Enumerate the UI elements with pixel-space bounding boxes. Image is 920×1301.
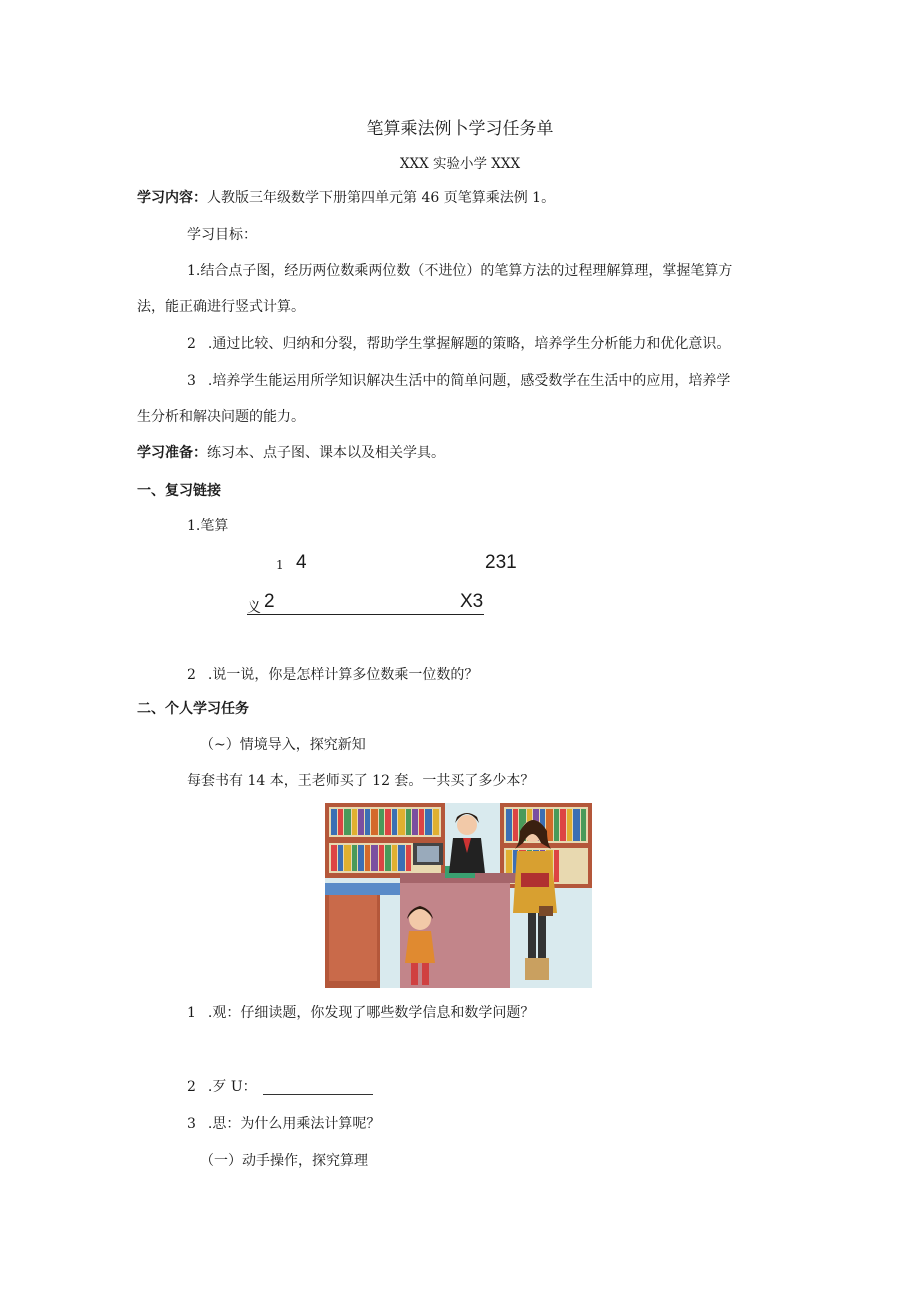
page-title: 笔算乘法例卜学习任务单 bbox=[366, 119, 554, 139]
review-item-2-number: 2 bbox=[187, 667, 196, 683]
question-3-number: 3 bbox=[187, 1116, 196, 1132]
goal-3 bbox=[187, 371, 730, 391]
calc-a-bottom: 2 bbox=[264, 591, 275, 612]
review-item-1: 1.笔算 bbox=[187, 518, 229, 534]
section-1-heading: 一、复习链接 bbox=[137, 483, 221, 499]
goal-1-line-2: 法，能正确进行竖式计算。 bbox=[137, 299, 305, 315]
prep-text: 练习本、点子图、课本以及相关学具。 bbox=[207, 445, 445, 461]
question-2-text: .歹 U： bbox=[207, 1079, 257, 1095]
calc-b-top: 231 bbox=[485, 552, 517, 573]
calc-a-top-small: 1 bbox=[276, 558, 284, 572]
subsection-2: （一）动手操作，探究算理 bbox=[200, 1153, 368, 1169]
goal-2 bbox=[187, 334, 730, 354]
content-text: 人教版三年级数学下册第四单元第 46 页笔算乘法例 1。 bbox=[207, 190, 556, 206]
prep-label: 学习准备： bbox=[137, 445, 207, 461]
calc-a-bottom-prefix: 义 bbox=[247, 600, 261, 616]
review-item-2 bbox=[187, 665, 478, 685]
word-problem: 每套书有 14 本，王老师买了 12 套。一共买了多少本？ bbox=[187, 773, 535, 789]
goal-1-line-1: 1.结合点子图，经历两位数乘两位数（不进位）的笔算方法的过程理解算理，掌握笔算方 bbox=[187, 263, 733, 279]
goal-3-line-1: .培养学生能运用所学知识解决生活中的简单问题，感受数学在生活中的应用，培养学 bbox=[207, 373, 731, 389]
section-2-heading: 二、个人学习任务 bbox=[137, 701, 249, 717]
question-2-number: 2 bbox=[187, 1079, 196, 1095]
question-1-number: 1 bbox=[187, 1005, 196, 1021]
author-line: XXX 实验小学 XXX bbox=[399, 156, 521, 172]
content-line bbox=[137, 188, 555, 208]
goal-2-number: 2 bbox=[187, 336, 196, 352]
goal-3-line-2: 生分析和解决问题的能力。 bbox=[137, 409, 305, 425]
calc-a-top: 4 bbox=[296, 552, 307, 573]
prep-line bbox=[137, 443, 445, 463]
bookstore-illustration bbox=[325, 803, 592, 988]
goal-3-number: 3 bbox=[187, 373, 196, 389]
answer-blank[interactable] bbox=[263, 1080, 373, 1095]
question-1-text: .观：仔细读题，你发现了哪些数学信息和数学问题？ bbox=[207, 1005, 535, 1021]
question-3-text: .思：为什么用乘法计算呢？ bbox=[207, 1116, 381, 1132]
subsection-1: （~）情境导入，探究新知 bbox=[200, 737, 366, 753]
calc-b-bottom: X3 bbox=[460, 591, 484, 612]
goals-heading: 学习目标： bbox=[187, 227, 257, 243]
calc-underline bbox=[247, 614, 484, 615]
question-1 bbox=[187, 1003, 534, 1023]
goal-2-text: .通过比较、归纳和分裂，帮助学生掌握解题的策略，培养学生分析能力和优化意识。 bbox=[207, 336, 731, 352]
review-item-2-text: .说一说，你是怎样计算多位数乘一位数的？ bbox=[207, 667, 479, 683]
question-3 bbox=[187, 1114, 380, 1134]
question-2 bbox=[187, 1077, 373, 1097]
content-label: 学习内容： bbox=[137, 190, 207, 206]
